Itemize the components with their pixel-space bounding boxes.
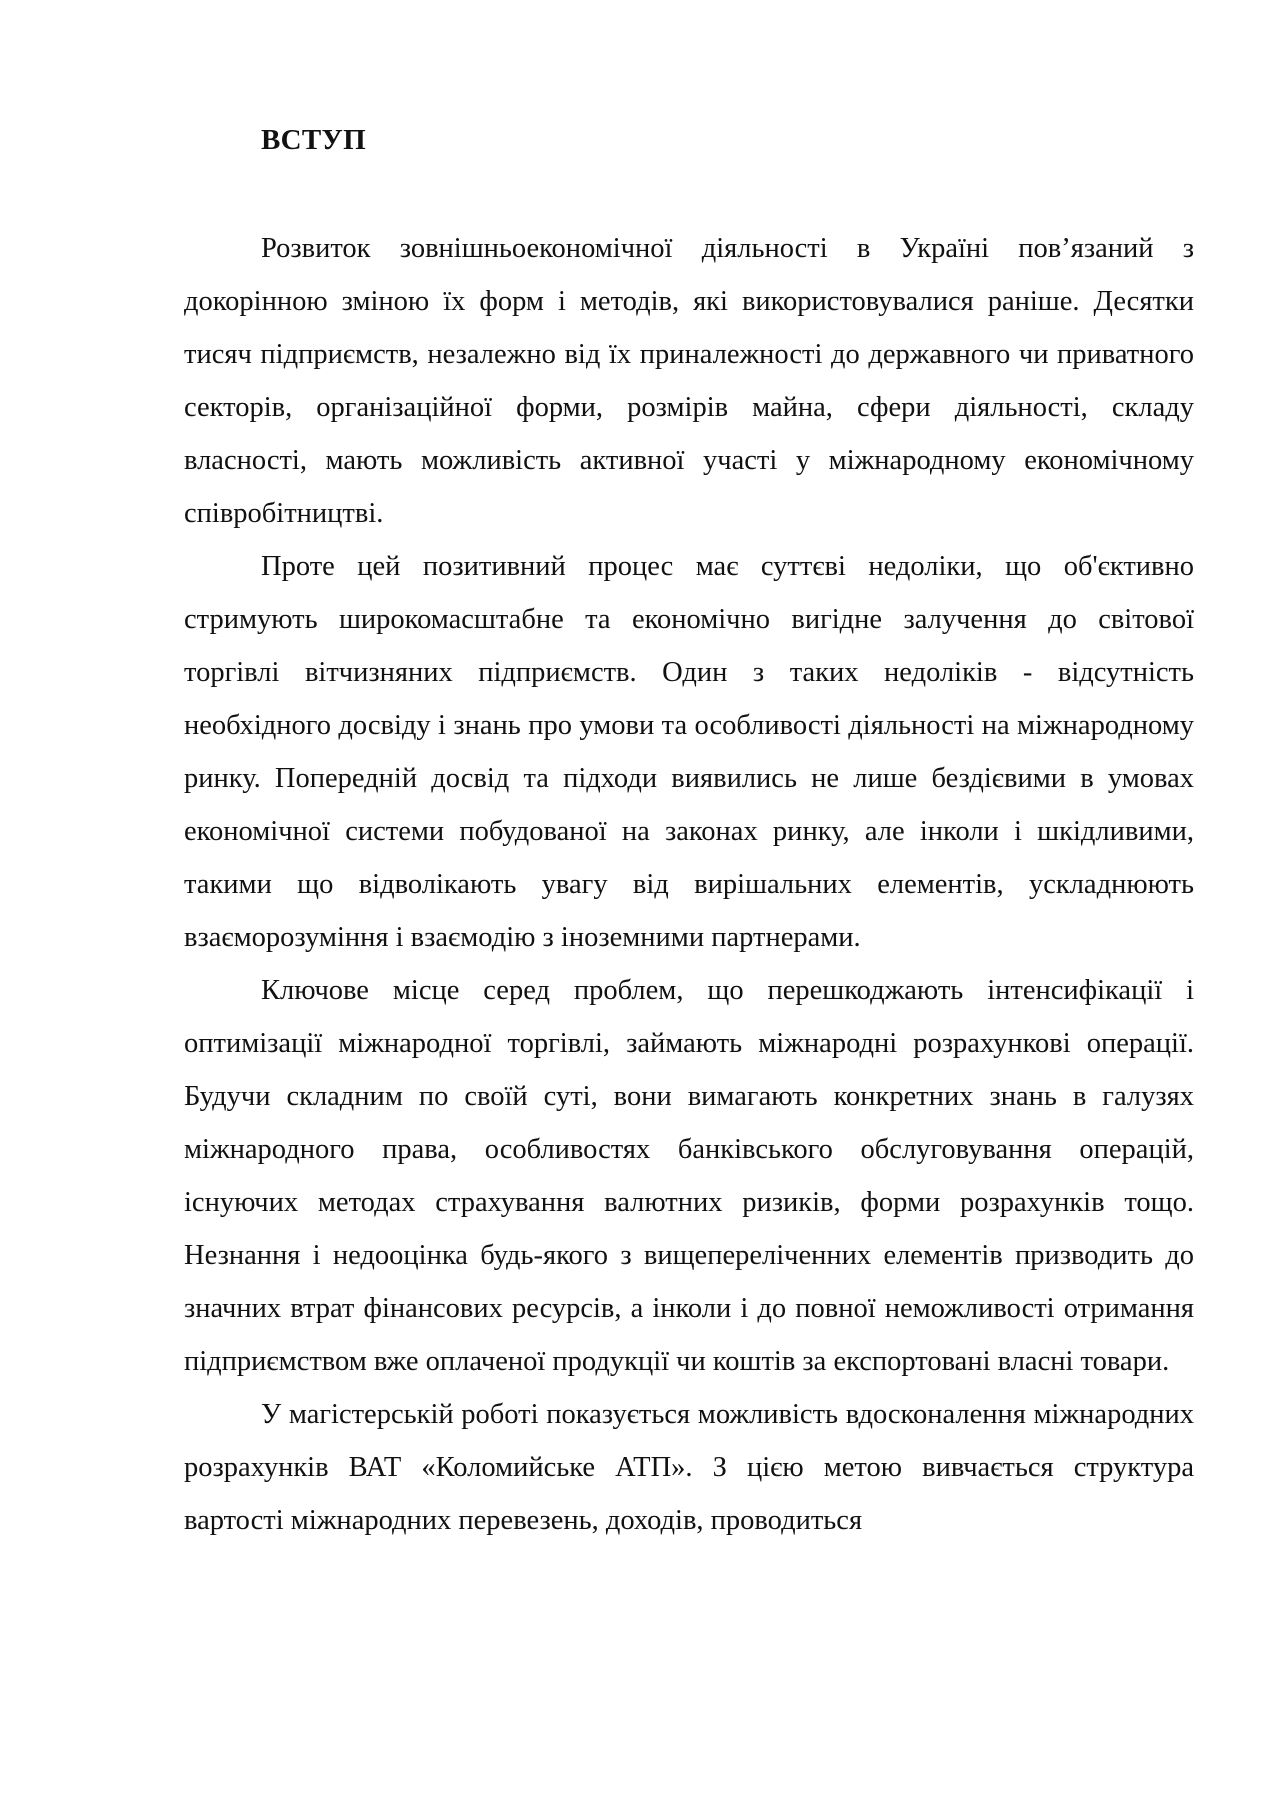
paragraph-2: Проте цей позитивний процес має суттєві недоліки, що об'єктивно стримують широкомасштабне та економічно вигідне залучення до світової торгівлі вітчизняних підприємств. Один з таких недоліків - відсутність необхідного досвіду і знань про умови та особливості діяльності на міжнародному ринку. Попередній досвід та підходи виявились не лише бездієвими в умовах економічної системи побудованої на законах ринку, але інколи і шкідливими, такими що відволікають увагу від вирішальних елементів, ускладнюють взаєморозуміння і взаємодію з іноземними партнерами. <box>184 551 1194 953</box>
paragraph-4: У магістерській роботі показується можливість вдосконалення міжнародних розрахунків ВАТ «Коломийське АТП». З цією метою вивчається структура вартості міжнародних перевезень, доходів, проводиться <box>184 1399 1194 1536</box>
paragraph-1: Розвиток зовнішньоекономічної діяльності в Україні пов’язаний з докорінною зміною їх форм і методів, які використовувалися раніше. Десятки тисяч підприємств, незалежно від їх приналежності до державного чи приватного секторів, організаційної форми, розмірів майна, сфери діяльності, складу власності, мають можливість активної участі у міжнародному економічному співробітництві. <box>184 233 1194 529</box>
paragraph-3: Ключове місце серед проблем, що перешкоджають інтенсифікації і оптимізації міжнародної торгівлі, займають міжнародні розрахункові операції. Будучи складним по своїй суті, вони вимагають конкретних знань в галузях міжнародного права, особливостях банківського обслуговування операцій, існуючих методах страхування валютних ризиків, форми розрахунків тощо. Незнання і недооцінка будь-якого з вищепереліченних елементів призводить до значних втрат фінансових ресурсів, а інколи і до повної неможливості отримання підприємством вже оплаченої продукції чи коштів за експортовані власні товари. <box>184 975 1194 1377</box>
document-body <box>184 123 1194 1547</box>
section-heading: ВСТУП <box>261 124 366 156</box>
